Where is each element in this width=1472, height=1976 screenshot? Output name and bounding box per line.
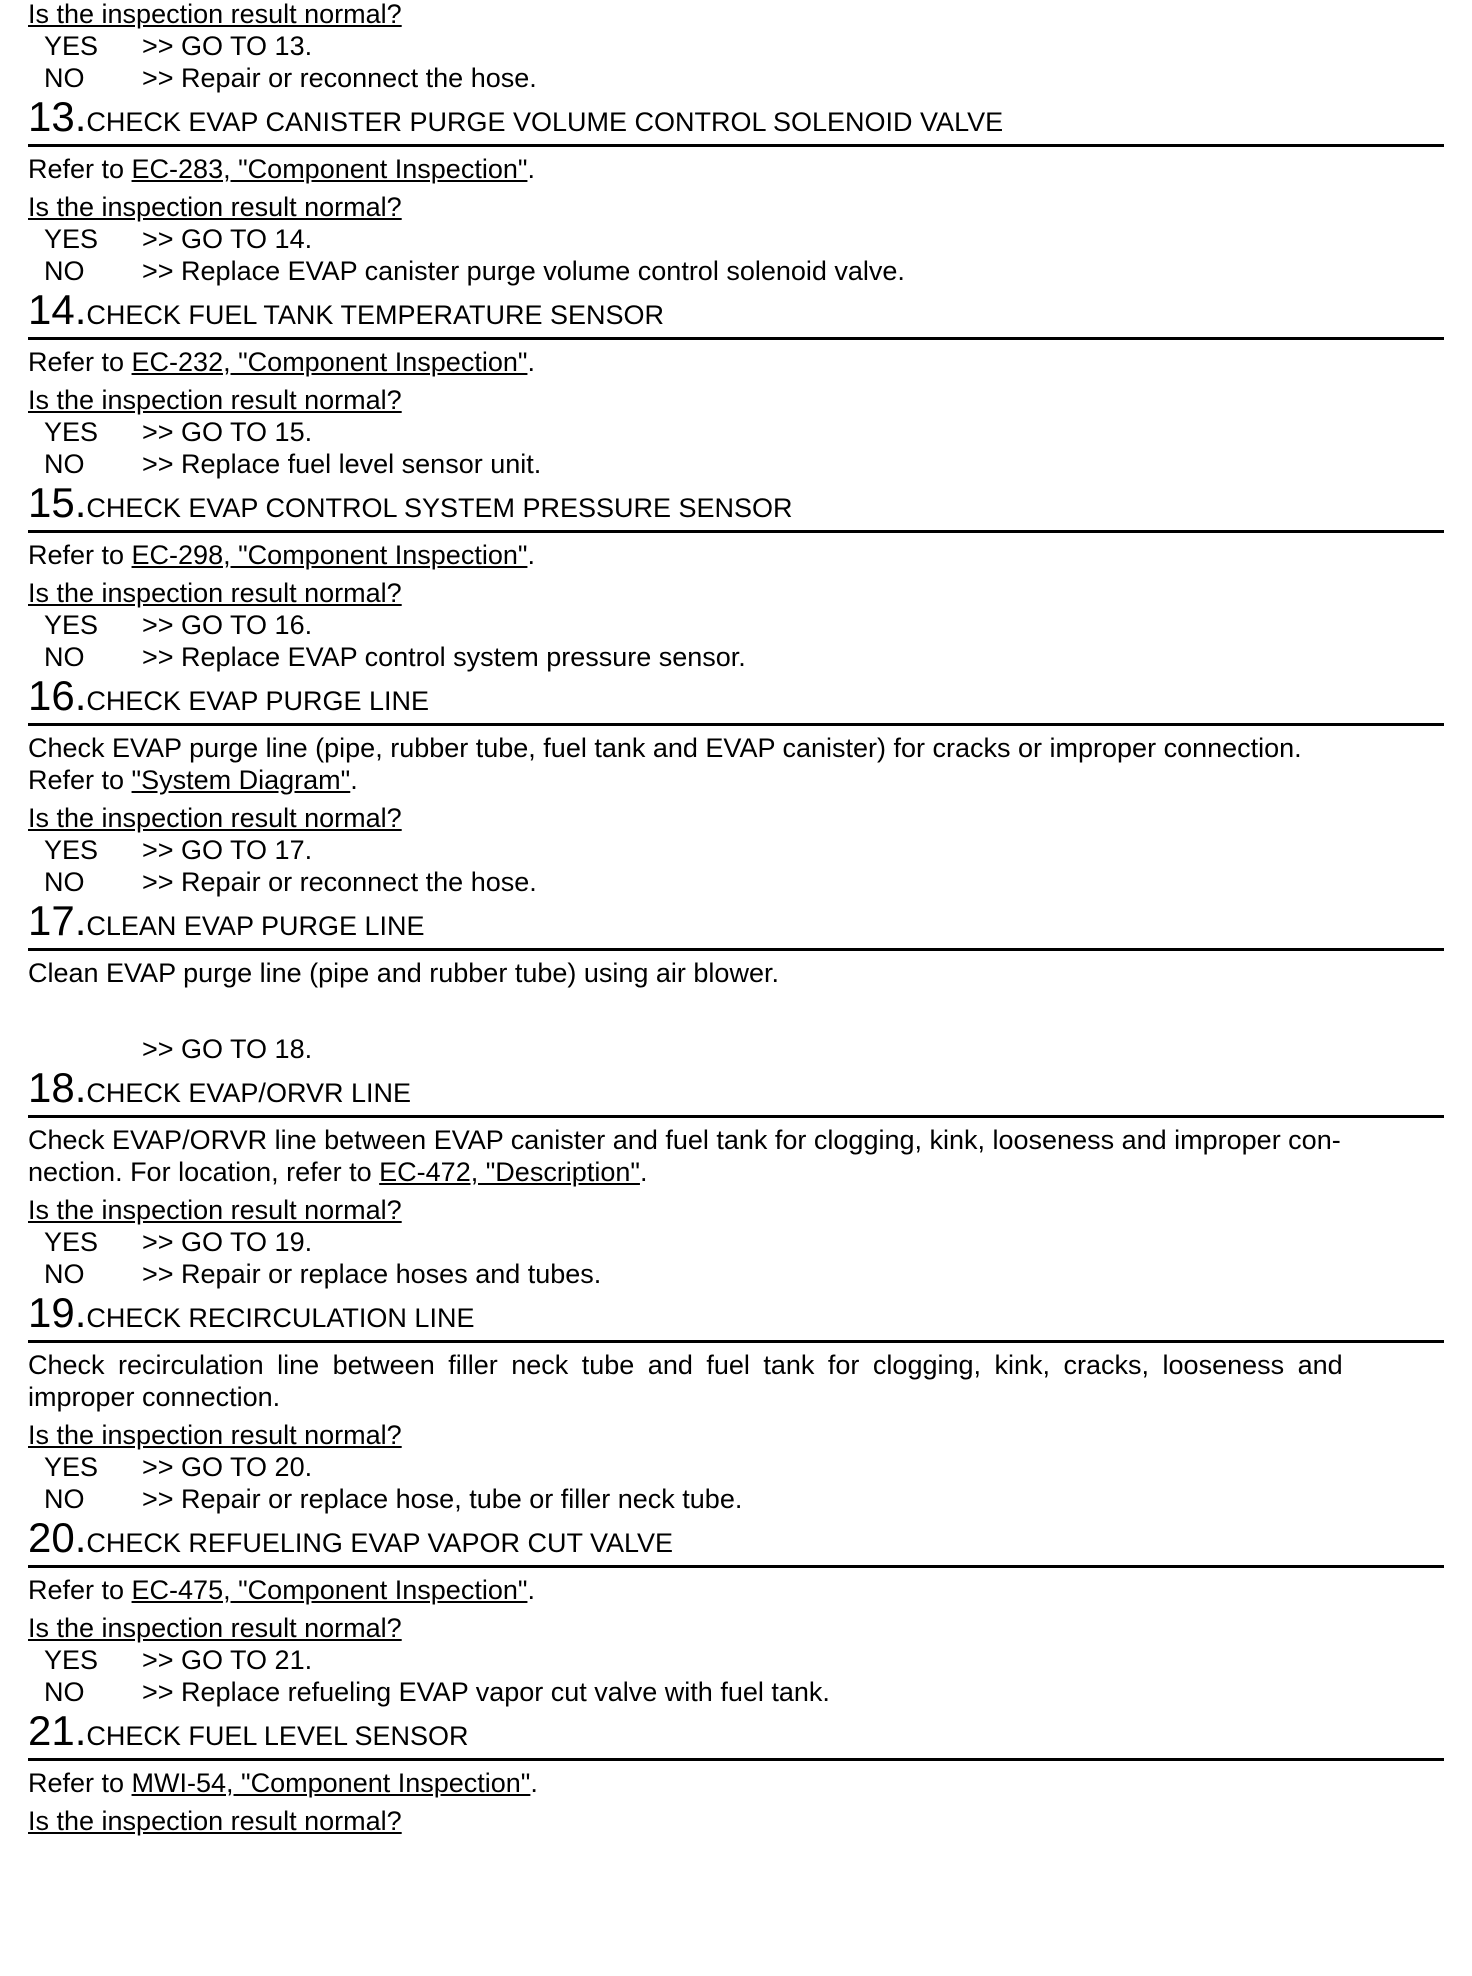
mwi-54-link[interactable]: MWI-54, "Component Inspection" (131, 1768, 531, 1798)
step-20-heading: 20. CHECK REFUELING EVAP VAPOR CUT VALVE (28, 1514, 674, 1561)
step-17-next: >> GO TO 18. (142, 1034, 313, 1064)
ec-298-link[interactable]: EC-298, "Component Inspection" (131, 540, 528, 570)
step-18-body-2: nection. For location, refer to EC-472, "Description". (28, 1157, 648, 1187)
step-15-no: NO >> Replace EVAP control system pressure sensor. (44, 642, 746, 672)
step-17-body: Clean EVAP purge line (pipe and rubber tube) using air blower. (28, 958, 779, 988)
step-14-heading: 14. CHECK FUEL TANK TEMPERATURE SENSOR (28, 286, 664, 333)
step-14-question: Is the inspection result normal? (28, 385, 402, 415)
step-18-no: NO >> Repair or replace hoses and tubes. (44, 1259, 602, 1289)
step-19-no: NO >> Repair or replace hose, tube or filler neck tube. (44, 1484, 743, 1514)
document-page (28, 0, 1444, 1837)
step-16-heading: 16. CHECK EVAP PURGE LINE (28, 672, 429, 719)
ec-472-link[interactable]: EC-472, "Description" (379, 1157, 640, 1187)
step-18-body-1: Check EVAP/ORVR line between EVAP canister and fuel tank for clogging, kink, looseness and improper con- (28, 1125, 1341, 1155)
step-20-no: NO >> Replace refueling EVAP vapor cut valve with fuel tank. (44, 1677, 830, 1707)
step-14-yes: YES >> GO TO 15. (44, 417, 313, 447)
divider (28, 1115, 1444, 1118)
step-15-reference: Refer to EC-298, "Component Inspection". (28, 540, 535, 570)
step-13-yes: YES >> GO TO 14. (44, 224, 313, 254)
step-16-question: Is the inspection result normal? (28, 803, 402, 833)
step-21-question: Is the inspection result normal? (28, 1806, 402, 1836)
system-diagram-link[interactable]: "System Diagram" (131, 765, 351, 795)
divider (28, 1565, 1444, 1568)
step-13-question: Is the inspection result normal? (28, 192, 402, 222)
step-21-reference: Refer to MWI-54, "Component Inspection". (28, 1768, 538, 1798)
step-14-no: NO >> Replace fuel level sensor unit. (44, 449, 542, 479)
step-16-no: NO >> Repair or reconnect the hose. (44, 867, 537, 897)
step-16-yes: YES >> GO TO 17. (44, 835, 313, 865)
inspection-question (28, 0, 1444, 30)
divider (28, 530, 1444, 533)
step-18-yes: YES >> GO TO 19. (44, 1227, 313, 1257)
step-17-heading: 17. CLEAN EVAP PURGE LINE (28, 897, 425, 944)
step-20-yes: YES >> GO TO 21. (44, 1645, 313, 1675)
step-19-question: Is the inspection result normal? (28, 1420, 402, 1450)
yes-row: YES >> GO TO 13. (44, 31, 313, 61)
step-20-reference: Refer to EC-475, "Component Inspection". (28, 1575, 535, 1605)
step-20-question: Is the inspection result normal? (28, 1613, 402, 1643)
step-19-heading: 19. CHECK RECIRCULATION LINE (28, 1289, 475, 1336)
divider (28, 144, 1444, 147)
step-18-question: Is the inspection result normal? (28, 1195, 402, 1225)
step-19-body-2: improper connection. (28, 1382, 281, 1412)
step-13-no: NO >> Replace EVAP canister purge volume control solenoid valve. (44, 256, 905, 286)
inspection-question-link[interactable]: Is the inspection result normal? (28, 0, 402, 29)
ec-232-link[interactable]: EC-232, "Component Inspection" (131, 347, 528, 377)
step-16-body: Check EVAP purge line (pipe, rubber tube, fuel tank and EVAP canister) for cracks or improper connection. (28, 733, 1302, 763)
divider (28, 1758, 1444, 1761)
step-19-body-1: Check recirculation line between filler neck tube and fuel tank for clogging, kink, cracks, looseness and (28, 1350, 1343, 1380)
divider (28, 723, 1444, 726)
step-21-heading: 21. CHECK FUEL LEVEL SENSOR (28, 1707, 469, 1754)
step-14-reference: Refer to EC-232, "Component Inspection". (28, 347, 535, 377)
step-15-yes: YES >> GO TO 16. (44, 610, 313, 640)
divider (28, 337, 1444, 340)
step-19-yes: YES >> GO TO 20. (44, 1452, 313, 1482)
step-15-question: Is the inspection result normal? (28, 578, 402, 608)
step-16-reference: Refer to "System Diagram". (28, 765, 358, 795)
divider (28, 1340, 1444, 1343)
no-row: NO >> Repair or reconnect the hose. (44, 63, 537, 93)
step-13-heading: 13. CHECK EVAP CANISTER PURGE VOLUME CONTROL SOLENOID VALVE (28, 93, 1004, 140)
step-18-heading: 18. CHECK EVAP/ORVR LINE (28, 1064, 411, 1111)
step-15-heading: 15. CHECK EVAP CONTROL SYSTEM PRESSURE SENSOR (28, 479, 793, 526)
step-13-reference: Refer to EC-283, "Component Inspection". (28, 154, 535, 184)
ec-283-link[interactable]: EC-283, "Component Inspection" (131, 154, 528, 184)
divider (28, 948, 1444, 951)
ec-475-link[interactable]: EC-475, "Component Inspection" (131, 1575, 528, 1605)
